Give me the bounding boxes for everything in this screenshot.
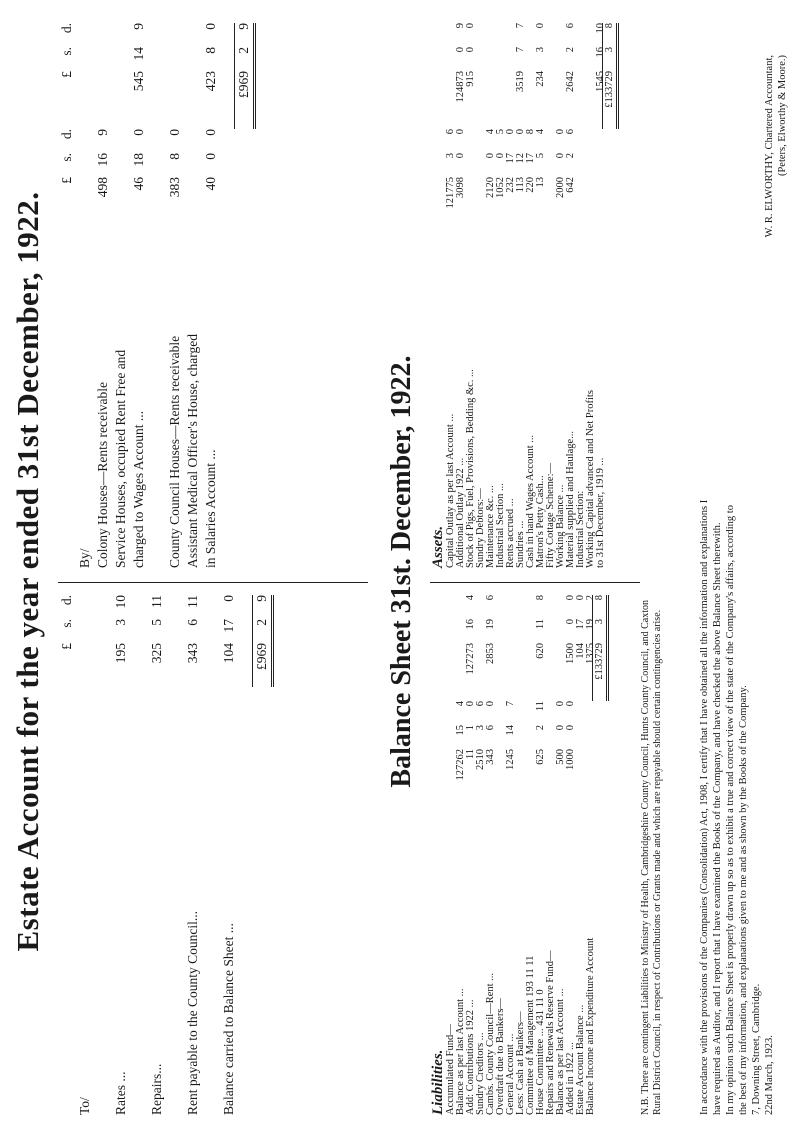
amount-shillings: 2	[236, 47, 251, 54]
amount-pence: 8	[535, 595, 546, 601]
debit-row	[184, 595, 202, 1115]
amount	[234, 23, 256, 129]
amount-pounds: 1375	[585, 643, 596, 664]
amount-pence: 0	[465, 23, 476, 29]
spacer-row	[130, 595, 148, 1115]
amount-pence: 0	[575, 595, 586, 601]
assets-heading: Assets.	[430, 525, 446, 568]
amount-shillings: 18	[131, 153, 146, 167]
amount-shillings: 0	[455, 153, 466, 159]
amount-pounds: £133729	[594, 643, 605, 680]
assets-desc: Sundries ...	[515, 520, 526, 568]
amount-shillings: 6	[485, 725, 496, 731]
amount-shillings: 16	[465, 619, 476, 630]
amount	[58, 23, 76, 129]
credit-row	[112, 23, 130, 568]
amount-pence: 4	[465, 595, 476, 601]
amount-pounds: 195	[113, 643, 128, 664]
amount	[184, 595, 202, 687]
estate-divider	[58, 582, 368, 583]
amount-pence: 0	[203, 129, 218, 136]
amount-pounds: 620	[535, 643, 546, 659]
amount	[58, 129, 76, 235]
amount-shillings: s.	[59, 153, 74, 162]
amount-pence: 0	[535, 23, 546, 29]
amount-shillings: 17	[525, 153, 536, 164]
amount-shillings: 17	[575, 619, 586, 630]
balance-divider	[430, 582, 640, 583]
amount-shillings: 14	[131, 47, 146, 61]
lsd-header	[58, 595, 76, 1115]
amount-pence: 0	[221, 595, 236, 602]
amount-pounds: 1052	[495, 177, 506, 198]
amount-pounds: 1500	[565, 643, 576, 664]
amount-pence: 0	[167, 129, 182, 136]
amount-pounds: 40	[203, 177, 218, 191]
amount	[166, 129, 184, 235]
amount-pounds: 234	[535, 71, 546, 87]
amount-pounds: 232	[505, 177, 516, 193]
debit-row	[76, 595, 94, 1115]
liab-desc: Committee of Management 193 11 11	[525, 955, 536, 1115]
amount-pounds: 545	[131, 71, 146, 92]
liab-desc: Cambs. County Council—Rent ...	[485, 972, 496, 1115]
amount-pounds: 625	[535, 749, 546, 765]
credit-desc: charged to Wages Account ...	[131, 411, 146, 568]
amount-shillings: 0	[565, 619, 576, 625]
amount-pence: 0	[203, 23, 218, 30]
date-signature-row	[763, 25, 776, 1115]
estate-debit-side	[58, 595, 274, 1115]
amount-pence: 9	[131, 23, 146, 30]
amount-shillings: 17	[505, 153, 516, 164]
amount-shillings: 0	[565, 725, 576, 731]
liab-desc: Repairs and Renewals Reserve Fund—	[545, 950, 556, 1115]
liabilities-side	[430, 595, 609, 1115]
amount-pounds: £	[59, 643, 74, 650]
amount-pence: 0	[455, 129, 466, 135]
amount-shillings: 8	[167, 153, 182, 160]
amount-pence: 10	[113, 595, 128, 609]
amount-shillings: 0	[203, 153, 218, 160]
amount	[220, 595, 238, 687]
amount-pounds: £	[59, 71, 74, 78]
amount-pounds: 220	[525, 177, 536, 193]
amount	[566, 23, 576, 129]
amount-pounds: 46	[131, 177, 146, 191]
amount-pence: 11	[535, 701, 546, 712]
amount-shillings: 5	[149, 619, 164, 626]
amount-pence: 6	[475, 701, 486, 707]
signature: W. R. ELWORTHY, Chartered Accountant,	[764, 55, 775, 238]
amount-pounds: 3519	[515, 71, 526, 92]
credit-row	[184, 23, 202, 568]
amount-pounds: 1245	[505, 749, 516, 770]
contingent-note: N.B. There are contingent Liabilities to Ministry of Health, Cambridgeshire County Council, Hunts County Council, and Caxton Rural District Council, in respect of Contributions or Grants made and which are repayable should certain contingencies arise.	[640, 599, 663, 1115]
amount	[456, 129, 466, 235]
amount	[486, 701, 496, 807]
amount-pence: 0	[555, 129, 566, 135]
debit-desc: Repairs...	[149, 1063, 164, 1115]
amount-pence: 6	[485, 595, 496, 601]
amount	[536, 23, 546, 129]
credit-desc: County Council Houses—Rents receivable	[167, 335, 182, 568]
amount	[466, 23, 476, 129]
assets-total-row	[606, 23, 619, 568]
credit-total-row	[238, 23, 256, 568]
amount-pounds: 2120	[485, 177, 496, 198]
amount-shillings: 3	[535, 47, 546, 53]
amount-pence: 10	[595, 23, 606, 34]
amount-shillings: s.	[59, 47, 74, 56]
amount	[130, 129, 148, 235]
credit-desc: Assistant Medical Officer's House, charged	[185, 334, 200, 568]
assets-desc: Industrial Section ...	[495, 483, 506, 568]
assets-desc: Rents accrued ...	[505, 498, 516, 568]
credit-desc: Colony Houses—Rents receivable	[95, 382, 110, 568]
amount-shillings: 3	[113, 619, 128, 626]
amount	[602, 23, 619, 129]
amount-shillings: 19	[585, 619, 596, 630]
assets-desc: Working Balance ...	[555, 484, 566, 568]
assets-row	[496, 23, 506, 568]
amount-pence: 0	[555, 701, 566, 707]
amount	[94, 129, 112, 235]
amount-pence: 0	[505, 129, 516, 135]
amount-pence: 4	[485, 129, 496, 135]
amount-pence: 7	[515, 23, 526, 29]
credit-row	[202, 23, 220, 568]
amount-pence: 8	[604, 23, 615, 29]
amount-shillings: 19	[485, 619, 496, 630]
spacer-row	[166, 595, 184, 1115]
amount-shillings: 0	[455, 47, 466, 53]
liab-desc: Estate Account Balance ...	[575, 1004, 586, 1115]
credit-desc: in Salaries Account ...	[203, 449, 218, 568]
assets-desc: Industrial Section:	[575, 490, 586, 568]
amount-shillings: 3	[604, 47, 615, 53]
debit-desc: Balance carried to Balance Sheet ...	[221, 923, 236, 1115]
amount-shillings: 12	[515, 153, 526, 164]
liab-desc: Balance as per last Account ...	[555, 988, 566, 1115]
debit-row	[220, 595, 238, 1115]
credit-desc: By/	[77, 548, 92, 568]
amount-pence: 0	[565, 595, 576, 601]
amount-pounds: 127273	[465, 643, 476, 675]
assets-desc: Cash in hand Wages Account ...	[525, 434, 536, 568]
auditor-line: the best of my information, and explanations given to me and as shown by the Books of the Company.	[738, 685, 749, 1115]
debit-row	[148, 595, 166, 1115]
amount-pounds: 104	[575, 643, 586, 659]
amount-pounds: 121775	[445, 177, 456, 209]
amount	[592, 595, 609, 701]
amount-pence: 0	[565, 701, 576, 707]
amount-pence: 9	[254, 595, 269, 602]
lsd-header	[58, 23, 76, 568]
amount-shillings: 0	[555, 725, 566, 731]
amount-shillings: 11	[535, 619, 546, 630]
amount-pounds: 13	[535, 177, 546, 188]
liab-desc: Less: Cash at Bankers—	[515, 1011, 526, 1115]
amount-shillings: 17	[221, 619, 236, 633]
amount-shillings: 6	[185, 619, 200, 626]
debit-desc: Rates ...	[113, 1071, 128, 1115]
liab-desc: House Committee ... 431 11 0	[535, 989, 546, 1115]
amount	[536, 595, 546, 701]
amount	[536, 129, 546, 235]
amount	[112, 595, 130, 687]
amount-shillings: 14	[505, 725, 516, 736]
liab-desc: Overdraft due to Bankers—	[495, 998, 506, 1115]
spacer-row	[202, 595, 220, 1115]
liab-desc: Added in 1922 ...	[565, 1042, 576, 1115]
amount-pounds: 642	[565, 177, 576, 193]
amount-pounds: 11	[465, 749, 476, 760]
amount	[58, 595, 76, 687]
amount	[486, 595, 496, 701]
liab-heading: Liabilities.	[430, 1049, 446, 1115]
amount-pence: 4	[535, 129, 546, 135]
assets-desc: Capital Outlay as per last Account ...	[445, 413, 456, 568]
amount-pence: 4	[455, 701, 466, 707]
liab-desc: Balance as per last Account ...	[455, 988, 466, 1115]
amount-pence: 6	[445, 129, 456, 135]
amount-shillings: 16	[595, 47, 606, 58]
amount-pence: 0	[465, 701, 476, 707]
amount-shillings: 8	[203, 47, 218, 54]
amount-pounds: £969	[254, 643, 269, 670]
assets-desc: Working Capital advanced and Net Profits	[585, 390, 596, 568]
amount	[202, 129, 220, 235]
amount-pence: 5	[495, 129, 506, 135]
amount-shillings: 0	[555, 153, 566, 159]
amount-pence: 0	[131, 129, 146, 136]
spacer-row	[148, 23, 166, 568]
credit-row	[166, 23, 184, 568]
liab-desc: Balance Income and Expenditure Account	[585, 937, 596, 1115]
amount-pence: 9	[455, 23, 466, 29]
amount-pounds: £969	[236, 71, 251, 98]
amount-pounds: 1545	[595, 71, 606, 92]
amount-shillings: 15	[455, 725, 466, 736]
liab-total-row	[596, 595, 609, 1115]
amount-pence: d.	[59, 129, 74, 140]
spacer-row	[94, 595, 112, 1115]
assets-row	[566, 23, 576, 568]
amount-pounds: 2000	[555, 177, 566, 198]
debit-row	[112, 595, 130, 1115]
amount	[566, 129, 576, 235]
amount-pence: 2	[585, 595, 596, 601]
liab-desc: Add: Contributions 1922 ...	[465, 999, 476, 1115]
amount-shillings: 0	[485, 153, 496, 159]
amount-shillings: 2	[535, 725, 546, 731]
amount-shillings: s.	[59, 619, 74, 628]
amount-pounds: 2510	[475, 749, 486, 770]
amount-pounds: 383	[167, 177, 182, 198]
amount-pounds: 423	[203, 71, 218, 92]
assets-desc: Fifty Cottage Scheme:—	[545, 463, 556, 568]
date: 22nd March, 1923.	[764, 1035, 775, 1115]
amount-pence: 6	[565, 129, 576, 135]
auditor-line: have required as Auditor, and I report that I have examined the Books of the Company, and have checked the above Balance Sheet therewith.	[712, 522, 723, 1115]
amount	[516, 23, 526, 129]
amount-pence: 0	[485, 701, 496, 707]
amount-pounds: 124873	[455, 71, 466, 103]
amount-pence: 8	[594, 595, 605, 601]
credit-desc: Service Houses, occupied Rent Free and	[113, 349, 128, 568]
amount-shillings: 0	[465, 47, 476, 53]
assets-side	[430, 23, 619, 568]
assets-desc: Sundry Debtors:—	[475, 488, 486, 568]
amount-pence: 9	[95, 129, 110, 136]
amount-pounds: 2853	[485, 643, 496, 664]
amount	[130, 23, 148, 129]
amount-pounds: 500	[555, 749, 566, 765]
amount-pounds: 1000	[565, 749, 576, 770]
debit-total-row	[256, 595, 274, 1115]
amount-pounds: 104	[221, 643, 236, 664]
address: 7, Downing Street, Cambridge.	[751, 983, 762, 1115]
amount	[536, 701, 546, 807]
assets-desc: Maintenance &c. ...	[485, 485, 496, 568]
assets-desc: Stock of Pigs, Fuel, Provisions, Bedding &c. ...	[465, 369, 476, 568]
auditor-line: In accordance with the provisions of the Companies (Consolidation) Act, 1908, I certify that I have obtained all the information and explanations I	[699, 499, 710, 1115]
amount-shillings: 0	[495, 153, 506, 159]
amount-shillings: 3	[475, 725, 486, 731]
amount-pounds: 498	[95, 177, 110, 198]
credit-row	[130, 23, 148, 568]
amount-pence: 0	[515, 129, 526, 135]
liab-row	[556, 595, 566, 1115]
amount-pence: 11	[149, 595, 164, 608]
amount	[506, 701, 516, 807]
amount-pounds: 2642	[565, 71, 576, 92]
amount-pence: 9	[236, 23, 251, 30]
amount	[148, 595, 166, 687]
amount-pounds: £133729	[604, 71, 615, 108]
amount-pounds: 915	[465, 71, 476, 87]
amount-pounds: 3098	[455, 177, 466, 198]
auditor-certificate	[698, 25, 789, 1115]
liab-desc: Accumulated Fund—	[445, 1024, 456, 1115]
assets-desc: Additional Outlay 1922 ...	[455, 457, 466, 568]
amount-shillings: 3	[445, 153, 456, 159]
auditor-line: In my opinion such Balance Sheet is properly drawn up so as to exhibit a true and correct view of the state of the Company's affairs, according to	[725, 505, 736, 1115]
amount-pence: d.	[59, 595, 74, 606]
debit-desc: To/	[77, 1097, 92, 1115]
amount-shillings: 3	[594, 619, 605, 625]
amount-pence: 7	[505, 701, 516, 707]
balance-sheet-title: Balance Sheet 31st. December, 1922.	[386, 355, 417, 788]
amount-pence: 6	[565, 23, 576, 29]
amount-pounds: 113	[515, 177, 526, 193]
amount	[566, 701, 576, 807]
assets-desc: Material supplied and Haulage...	[565, 430, 576, 568]
amount-shillings: 2	[565, 47, 576, 53]
amount-shillings: 2	[565, 153, 576, 159]
amount-pence: 11	[185, 595, 200, 608]
amount	[252, 595, 274, 687]
credit-row	[94, 23, 112, 568]
amount-pounds: 343	[185, 643, 200, 664]
estate-credit-side	[58, 23, 256, 568]
assets-desc: Matron's Petty Cash...	[535, 475, 546, 568]
debit-desc: Rent payable to the County Council...	[185, 911, 200, 1115]
firm-name: (Peters, Elworthy & Moore.)	[777, 55, 788, 177]
amount-shillings: 1	[465, 725, 476, 731]
assets-row	[466, 23, 476, 568]
estate-account-title: Estate Account for the year ended 31st December, 1922.	[10, 191, 45, 952]
amount-shillings: 2	[254, 619, 269, 626]
credit-row	[76, 23, 94, 568]
amount-pence: 8	[525, 129, 536, 135]
amount-pounds: £	[59, 177, 74, 184]
assets-desc: to 31st December, 1919 ...	[595, 457, 606, 568]
assets-row	[506, 23, 516, 568]
liab-desc: General Account ...	[505, 1033, 516, 1115]
amount-shillings: 5	[535, 153, 546, 159]
liab-desc: Sundry Creditors ...	[475, 1032, 486, 1115]
amount-shillings: 16	[95, 153, 110, 167]
amount	[466, 595, 476, 701]
amount-pounds: 325	[149, 643, 164, 664]
amount-pounds: 343	[485, 749, 496, 765]
amount-shillings: 7	[515, 47, 526, 53]
amount-pence: d.	[59, 23, 74, 34]
amount-pounds: 127262	[455, 749, 466, 781]
amount	[202, 23, 220, 129]
